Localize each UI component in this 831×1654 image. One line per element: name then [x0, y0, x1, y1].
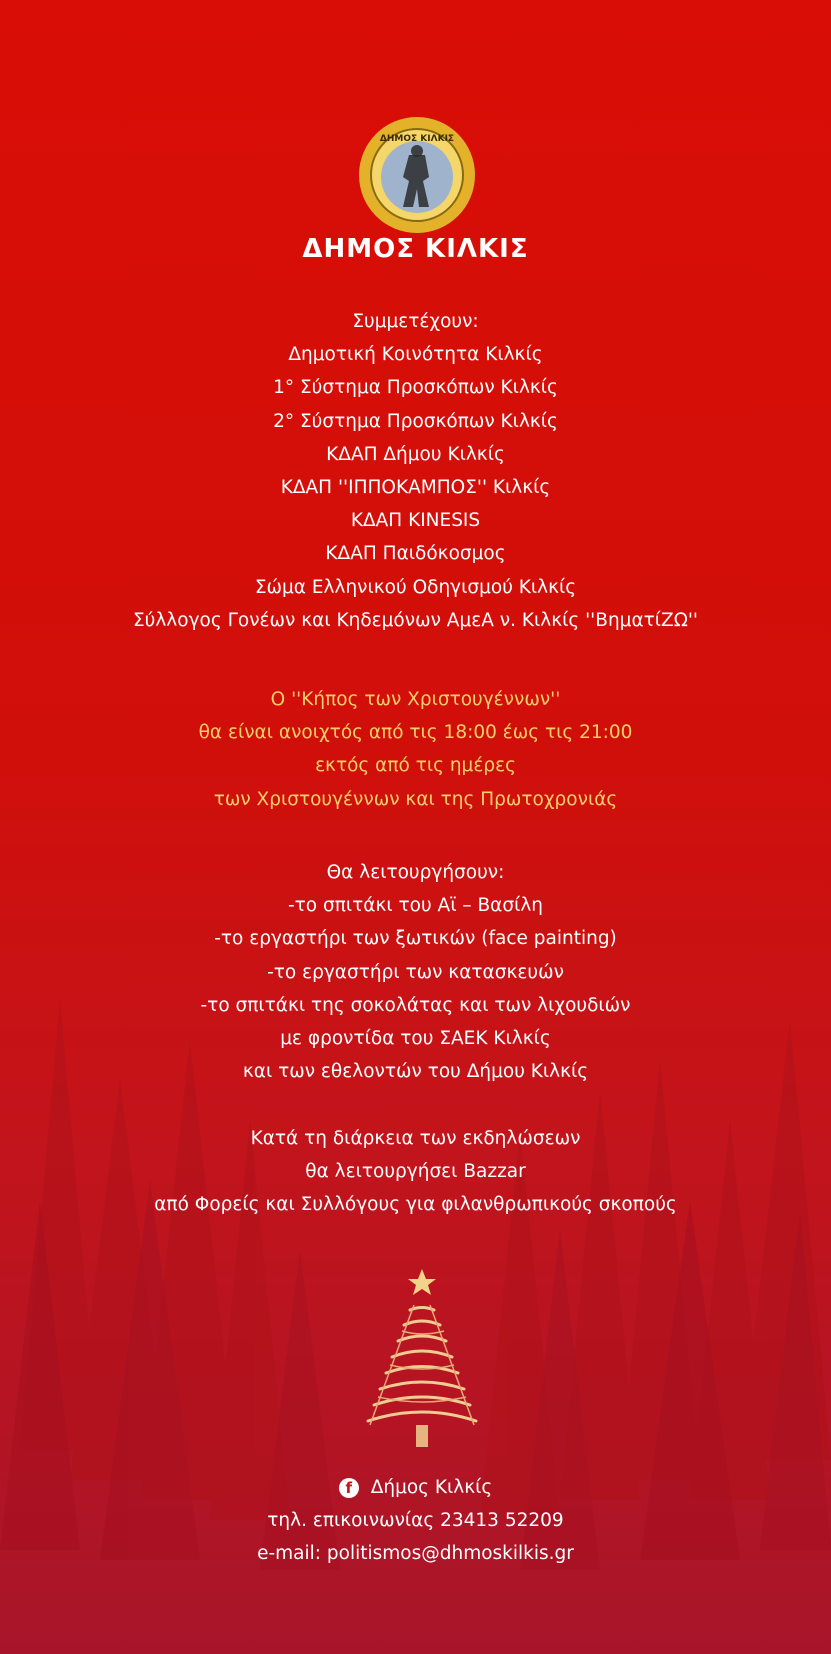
participant-item: ΚΔΑΠ Δήμου Κιλκίς [326, 443, 505, 465]
participant-item: ΚΔΑΠ ''ΙΠΠΟΚΑΜΠΟΣ'' Κιλκίς [280, 476, 551, 498]
activity-item: -το σπιτάκι της σοκολάτας και των λιχουδιών [200, 994, 631, 1016]
participant-item: ΚΔΑΠ Παιδόκοσμος [325, 543, 506, 565]
facebook-icon: f [339, 1478, 359, 1498]
activities-heading: Θα λειτουργήσουν: [326, 862, 505, 883]
schedule-line: θα είναι ανοιχτός από τις 18:00 έως τις 21:00 [198, 722, 633, 744]
activity-item: -το σπιτάκι του Αϊ – Βασίλη [287, 895, 544, 917]
bazaar-line: θα λειτουργήσει Bazzar [305, 1161, 526, 1183]
facebook-label: Δήμος Κιλκίς [370, 1477, 493, 1498]
participant-item: Σώμα Ελληνικού Οδηγισμού Κιλκίς [254, 576, 577, 598]
participant-item: 2° Σύστημα Προσκόπων Κιλκίς [273, 410, 558, 432]
page-title: ΔΗΜΟΣ ΚΙΛΚΙΣ [302, 234, 529, 264]
bazaar-line: από Φορείς και Συλλόγους για φιλανθρωπικούς σκοπούς [154, 1194, 677, 1216]
activities-section [0, 856, 831, 1088]
participant-item: Δημοτική Κοινότητα Κιλκίς [288, 344, 543, 366]
participants-section [0, 305, 831, 637]
phone-text: τηλ. επικοινωνίας 23413 52209 [267, 1510, 564, 1532]
bazaar-line: Κατά τη διάρκεια των εκδηλώσεων [250, 1128, 581, 1149]
logo-text: ΔΗΜΟΣ ΚΙΛΚΙΣ [379, 134, 455, 144]
facebook-link[interactable] [0, 1471, 831, 1504]
participant-item: ΚΔΑΠ KINESIS [350, 510, 481, 532]
schedule-line: Ο ''Κήπος των Χριστουγέννων'' [270, 689, 561, 710]
email-link[interactable]: e-mail: politismos@dhmoskilkis.gr [257, 1543, 574, 1565]
activity-item: -το εργαστήρι των κατασκευών [267, 961, 564, 983]
contact-section [0, 1471, 831, 1571]
participant-item: 1° Σύστημα Προσκόπων Κιλκίς [273, 377, 558, 399]
bazaar-section [0, 1122, 831, 1222]
schedule-line: εκτός από τις ημέρες [315, 755, 516, 777]
activity-item: και των εθελοντών του Δήμου Κιλκίς [242, 1061, 589, 1083]
schedule-section [0, 683, 831, 816]
activity-item: -το εργαστήρι των ξωτικών (face painting) [214, 928, 617, 950]
participant-item: Σύλλογος Γονέων και Κηδεμόνων ΑμεΑ ν. Κιλκίς ''ΒηματίΖΩ'' [132, 609, 699, 631]
activity-item: με φροντίδα του ΣΑΕΚ Κιλκίς [280, 1027, 551, 1049]
participants-heading: Συμμετέχουν: [352, 311, 479, 332]
schedule-line: των Χριστουγέννων και της Πρωτοχρονιάς [213, 788, 618, 810]
municipality-logo [357, 115, 477, 235]
christmas-tree-icon [350, 1265, 495, 1453]
